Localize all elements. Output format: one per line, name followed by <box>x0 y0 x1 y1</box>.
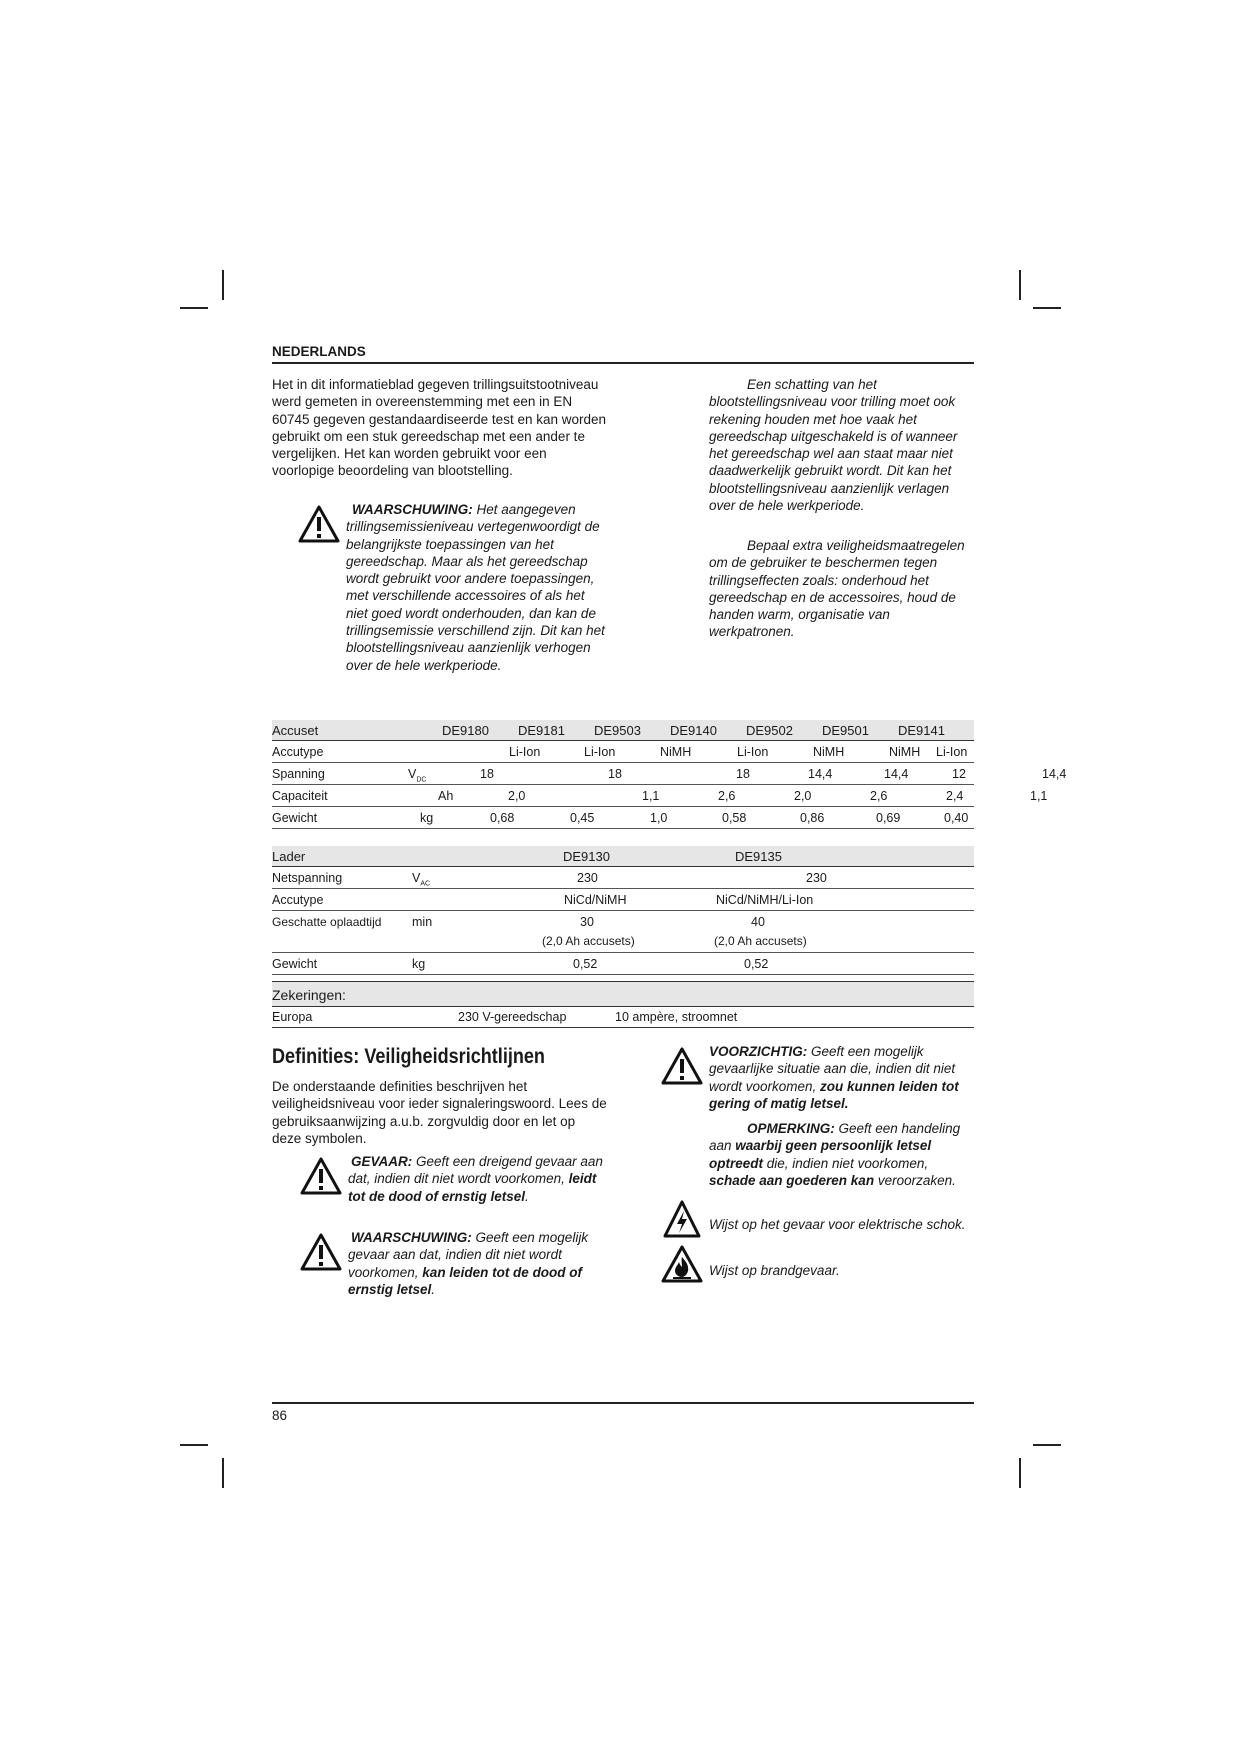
caution-icon <box>661 1047 703 1085</box>
capacity: 2,6 <box>870 789 888 803</box>
language-header: NEDERLANDS <box>272 344 366 359</box>
voltage: 14,4 <box>808 767 833 781</box>
row-label: Capaciteit <box>272 789 328 803</box>
period: . <box>525 1188 529 1204</box>
exposure-estimate: Een schatting van het blootstellingsniveau voor trilling moet ook rekening houden met hoe vaak het gereedschap uitgeschakeld is of wanneer het gereedschap wel aan staat maar niet daadwerkelijk gebruikt wordt. Dit kan het blootstellingsniveau aanzienlijk verlagen over de hele werkperiode. <box>709 377 958 514</box>
crop-mark <box>1033 1444 1061 1446</box>
model: DE9181 <box>518 723 565 738</box>
fuse-region: Europa <box>272 1010 313 1024</box>
voltage: 18 <box>608 767 622 781</box>
caution-label: VOORZICHTIG: <box>709 1044 808 1059</box>
type: NiCd/NiMH/Li-Ion <box>716 893 814 907</box>
model: DE9135 <box>735 849 782 864</box>
type: NiMH <box>660 745 692 759</box>
row-label: Geschatte oplaadtijd <box>272 915 382 929</box>
charger-type-row <box>272 890 974 911</box>
danger-label: GEVAAR: <box>351 1154 413 1169</box>
charge-time: 40 <box>751 915 765 929</box>
extra-measures: Bepaal extra veiligheidsmaatregelen om de gebruiker te beschermen tegen trillingseffecten zoals: onderhoud het gereedschap en de accessoires, houd de handen warm, organisatie van werkpatronen. <box>709 538 965 640</box>
warning-icon <box>298 505 340 543</box>
mains: 230 <box>806 871 827 885</box>
row-label: Accutype <box>272 745 324 759</box>
model: DE9141 <box>898 723 945 738</box>
danger-definition <box>348 1153 610 1205</box>
row-label: Spanning <box>272 767 325 781</box>
warning-icon <box>300 1233 342 1271</box>
fuse-rating: 10 ampère, stroomnet <box>615 1010 738 1024</box>
fire-icon <box>661 1245 703 1283</box>
caution-definition <box>709 1043 971 1112</box>
type: NiMH <box>889 745 921 759</box>
weight: 1,0 <box>650 811 668 825</box>
voltage: 18 <box>736 767 750 781</box>
crop-mark <box>180 307 208 309</box>
type: NiMH <box>813 745 845 759</box>
mains: 230 <box>577 871 598 885</box>
charger-mains-row <box>272 868 974 889</box>
page-number: 86 <box>272 1408 288 1423</box>
notice-emphasis: schade aan goederen kan <box>709 1172 875 1188</box>
warning-label: WAARSCHUWING: <box>351 1230 472 1245</box>
capacity: 2,4 <box>946 789 964 803</box>
model: DE9130 <box>563 849 610 864</box>
definitions-intro: De onderstaande definities beschrijven het veiligheidsniveau voor ieder signaleringswoord. Lees de gebruiksaanwijzing a.u.b. zorgvuldig door en let op deze symbolen. <box>272 1079 607 1146</box>
voltage: 12 <box>952 767 966 781</box>
unit: $V_{AC}$ <box>412 871 431 888</box>
model: DE9180 <box>442 723 489 738</box>
type: Li-Ion <box>936 745 968 759</box>
crop-mark <box>1019 270 1021 300</box>
warning-text: Geeft een mogelijk gevaar aan dat, indien dit niet wordt voorkomen, <box>348 1230 589 1280</box>
unit: kg <box>420 811 434 825</box>
battery-header-row <box>272 720 974 741</box>
voltage: 18 <box>480 767 494 781</box>
warning-label: WAARSCHUWING: <box>352 502 473 517</box>
unit: min <box>412 915 433 929</box>
model: DE9502 <box>746 723 793 738</box>
fuses-header-row <box>272 981 974 1007</box>
header-rule <box>272 362 974 364</box>
capacity: 1,1 <box>642 789 660 803</box>
battery-table <box>272 720 974 830</box>
battery-weight-row <box>272 808 974 829</box>
crop-mark <box>1033 307 1061 309</box>
charger-header-row <box>272 846 974 867</box>
row-label: Netspanning <box>272 871 343 885</box>
danger-text: Geeft een dreigend gevaar aan dat, indien dit niet wordt voorkomen, <box>348 1154 603 1187</box>
weight: 0,52 <box>744 957 769 971</box>
row-label: Accutype <box>272 893 324 907</box>
model: DE9501 <box>822 723 869 738</box>
warning-definition <box>348 1229 610 1298</box>
type: Li-Ion <box>584 745 616 759</box>
electric-shock-icon <box>663 1200 701 1238</box>
overflow-voltage: 14,4 <box>1042 767 1067 781</box>
vibration-intro: Het in dit informatieblad gegeven trillingsuitstootniveau werd gemeten in overeenstemming met een in EN 60745 gegeven gestandaardiseerde test en kan worden gebruikt om een stuk gereedschap met een ander te vergelijken. Het kan worden gebruikt voor een voorlopige beoordeling van blootstelling. <box>272 377 606 479</box>
fuse-tool: 230 V-gereedschap <box>458 1010 567 1024</box>
type: NiCd/NiMH <box>564 893 627 907</box>
unit: $V_{DC}$ <box>408 767 427 784</box>
vibration-warning <box>346 501 608 674</box>
crop-mark <box>222 1458 224 1488</box>
danger-icon <box>300 1157 342 1195</box>
warning-text: Het aangegeven trillingsemissieniveau vertegenwoordigt de belangrijkste toepassingen van het gereedschap. Maar als het gereedschap wordt gebruikt voor andere toepassingen, met verschillende accessoires of als het niet goed wordt onderhouden, dan kan de trillingsemissie verschillend zijn. Dit kan het blootstellingsniveau aanzienlijk verhogen over de hele werkperiode. <box>346 502 605 673</box>
crop-mark <box>222 270 224 300</box>
charger-time-row <box>272 912 974 953</box>
type: Li-Ion <box>737 745 769 759</box>
weight: 0,40 <box>944 811 969 825</box>
danger-emphasis: leidt tot de dood of ernstig letsel <box>348 1171 597 1204</box>
notice-text: veroorzaken. <box>874 1172 956 1188</box>
voltage: 14,4 <box>884 767 909 781</box>
warning-emphasis: kan leiden tot de dood of ernstig letsel <box>348 1264 583 1297</box>
notice-text: Geeft een handeling aan <box>709 1121 961 1154</box>
charge-note: (2,0 Ah accusets) <box>714 934 807 948</box>
notice-text: die, indien niet voorkomen, <box>763 1155 929 1171</box>
caution-text: Geeft een mogelijk gevaarlijke situatie aan die, indien dit niet wordt voorkomen, <box>709 1044 956 1094</box>
battery-type-row <box>272 742 974 763</box>
fuses-label: Zekeringen: <box>272 987 346 1003</box>
fire-text: Wijst op brandgevaar. <box>709 1263 840 1278</box>
crop-mark <box>1019 1458 1021 1488</box>
electric-shock-text: Wijst op het gevaar voor elektrische schok. <box>709 1217 966 1232</box>
crop-mark <box>180 1444 208 1446</box>
model: DE9503 <box>594 723 641 738</box>
fuses-row <box>272 1007 974 1028</box>
weight: 0,52 <box>573 957 598 971</box>
overflow-capacity: 1,1 <box>1030 789 1048 803</box>
model: DE9140 <box>670 723 717 738</box>
battery-capacity-row <box>272 786 974 807</box>
notice-emphasis: waarbij geen persoonlijk letsel optreedt <box>709 1138 932 1171</box>
charge-note: (2,0 Ah accusets) <box>542 934 635 948</box>
charger-table <box>272 846 974 976</box>
weight: 0,58 <box>722 811 747 825</box>
unit: Ah <box>438 789 454 803</box>
caution-emphasis: zou kunnen leiden tot gering of matig letsel. <box>709 1078 959 1111</box>
capacity: 2,6 <box>718 789 736 803</box>
capacity: 2,0 <box>508 789 526 803</box>
weight: 0,69 <box>876 811 901 825</box>
row-label: Gewicht <box>272 957 318 971</box>
weight: 0,86 <box>800 811 825 825</box>
charge-time: 30 <box>580 915 594 929</box>
charger-label: Lader <box>272 849 306 864</box>
period: . <box>431 1281 436 1297</box>
battery-voltage-row <box>272 764 974 785</box>
unit: kg <box>412 957 426 971</box>
capacity: 2,0 <box>794 789 812 803</box>
weight: 0,68 <box>490 811 515 825</box>
type: Li-Ion <box>509 745 541 759</box>
notice-definition <box>709 1120 971 1189</box>
notice-label: OPMERKING: <box>747 1121 835 1136</box>
footer-rule <box>272 1402 974 1404</box>
fuses-table <box>272 981 974 1029</box>
row-label: Gewicht <box>272 811 318 825</box>
weight: 0,45 <box>570 811 595 825</box>
battery-label: Accuset <box>272 723 319 738</box>
charger-weight-row <box>272 954 974 975</box>
definitions-title: Definities: Veiligheidsrichtlijnen <box>272 1045 545 1068</box>
